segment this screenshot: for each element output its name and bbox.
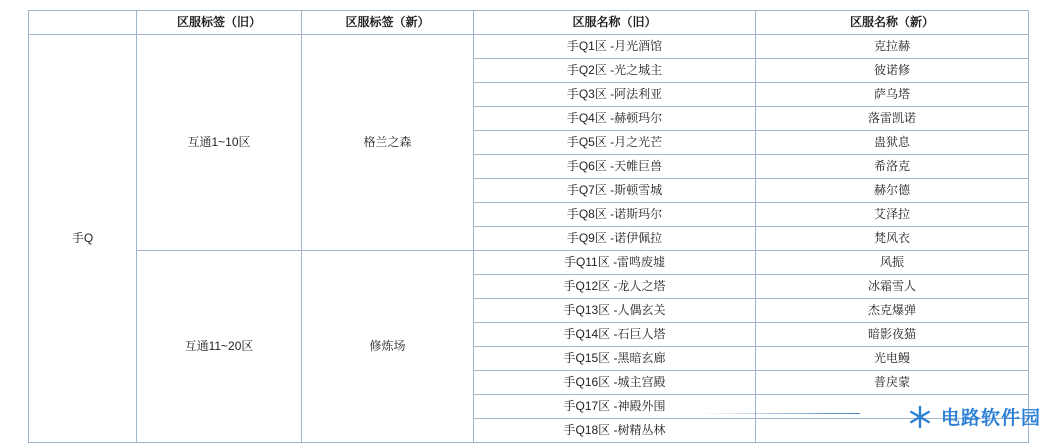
- server-old-name-cell: 手Q17区 -神殿外围: [474, 395, 756, 419]
- server-old-name-cell: 手Q1区 -月光酒馆: [474, 35, 756, 59]
- server-new-name-cell: 暗影夜猫: [756, 323, 1029, 347]
- spreadsheet-area: [28, 10, 1028, 443]
- server-mapping-table: [28, 10, 1029, 443]
- platform-cell: 手Q: [29, 35, 137, 443]
- watermark: [907, 403, 1041, 430]
- watermark-divider: [700, 413, 860, 414]
- server-old-name-cell: 手Q2区 -光之城主: [474, 59, 756, 83]
- server-old-name-cell: 手Q5区 -月之光芒: [474, 131, 756, 155]
- server-old-name-cell: 手Q4区 -赫顿玛尔: [474, 107, 756, 131]
- server-new-name-cell: 光电鳗: [756, 347, 1029, 371]
- server-old-name-cell: 手Q9区 -诺伊佩拉: [474, 227, 756, 251]
- server-new-name-cell: 艾泽拉: [756, 203, 1029, 227]
- server-new-name-cell: 克拉赫: [756, 35, 1029, 59]
- server-old-name-cell: 手Q16区 -城主宫殿: [474, 371, 756, 395]
- group-old-tag-cell: 互通1~10区: [137, 35, 302, 251]
- server-old-name-cell: 手Q15区 -黑暗玄廊: [474, 347, 756, 371]
- server-new-name-cell: 风振: [756, 251, 1029, 275]
- column-header-3: 区服名称（旧）: [474, 11, 756, 35]
- snowflake-icon: [907, 404, 933, 430]
- server-old-name-cell: 手Q13区 -人偶玄关: [474, 299, 756, 323]
- column-header-0: [29, 11, 137, 35]
- server-new-name-cell: 杰克爆弹: [756, 299, 1029, 323]
- table-row: [29, 251, 1029, 275]
- column-header-4: 区服名称（新）: [756, 11, 1029, 35]
- server-new-name-cell: 赫尔德: [756, 179, 1029, 203]
- table-row: [29, 35, 1029, 59]
- server-old-name-cell: 手Q3区 -阿法利亚: [474, 83, 756, 107]
- server-old-name-cell: 手Q14区 -石巨人塔: [474, 323, 756, 347]
- server-old-name-cell: 手Q18区 -树精丛林: [474, 419, 756, 443]
- server-old-name-cell: 手Q11区 -雷鸣废墟: [474, 251, 756, 275]
- server-new-name-cell: 萨乌塔: [756, 83, 1029, 107]
- server-new-name-cell: 落雷凯诺: [756, 107, 1029, 131]
- group-old-tag-cell: 互通11~20区: [137, 251, 302, 443]
- server-old-name-cell: 手Q7区 -斯顿雪城: [474, 179, 756, 203]
- server-new-name-cell: 梵风衣: [756, 227, 1029, 251]
- server-new-name-cell: 蛊狱息: [756, 131, 1029, 155]
- group-new-tag-cell: 格兰之森: [302, 35, 474, 251]
- server-new-name-cell: 彼诺修: [756, 59, 1029, 83]
- server-old-name-cell: 手Q6区 -天帷巨兽: [474, 155, 756, 179]
- table-header-row: [29, 11, 1029, 35]
- server-new-name-cell: 希洛克: [756, 155, 1029, 179]
- column-header-2: 区服标签（新）: [302, 11, 474, 35]
- server-new-name-cell: 冰霜雪人: [756, 275, 1029, 299]
- watermark-text: 电路软件园: [940, 408, 1041, 429]
- server-old-name-cell: 手Q8区 -诺斯玛尔: [474, 203, 756, 227]
- server-new-name-cell: 普戾蒙: [756, 371, 1029, 395]
- group-new-tag-cell: 修炼场: [302, 251, 474, 443]
- server-old-name-cell: 手Q12区 -龙人之塔: [474, 275, 756, 299]
- column-header-1: 区服标签（旧）: [137, 11, 302, 35]
